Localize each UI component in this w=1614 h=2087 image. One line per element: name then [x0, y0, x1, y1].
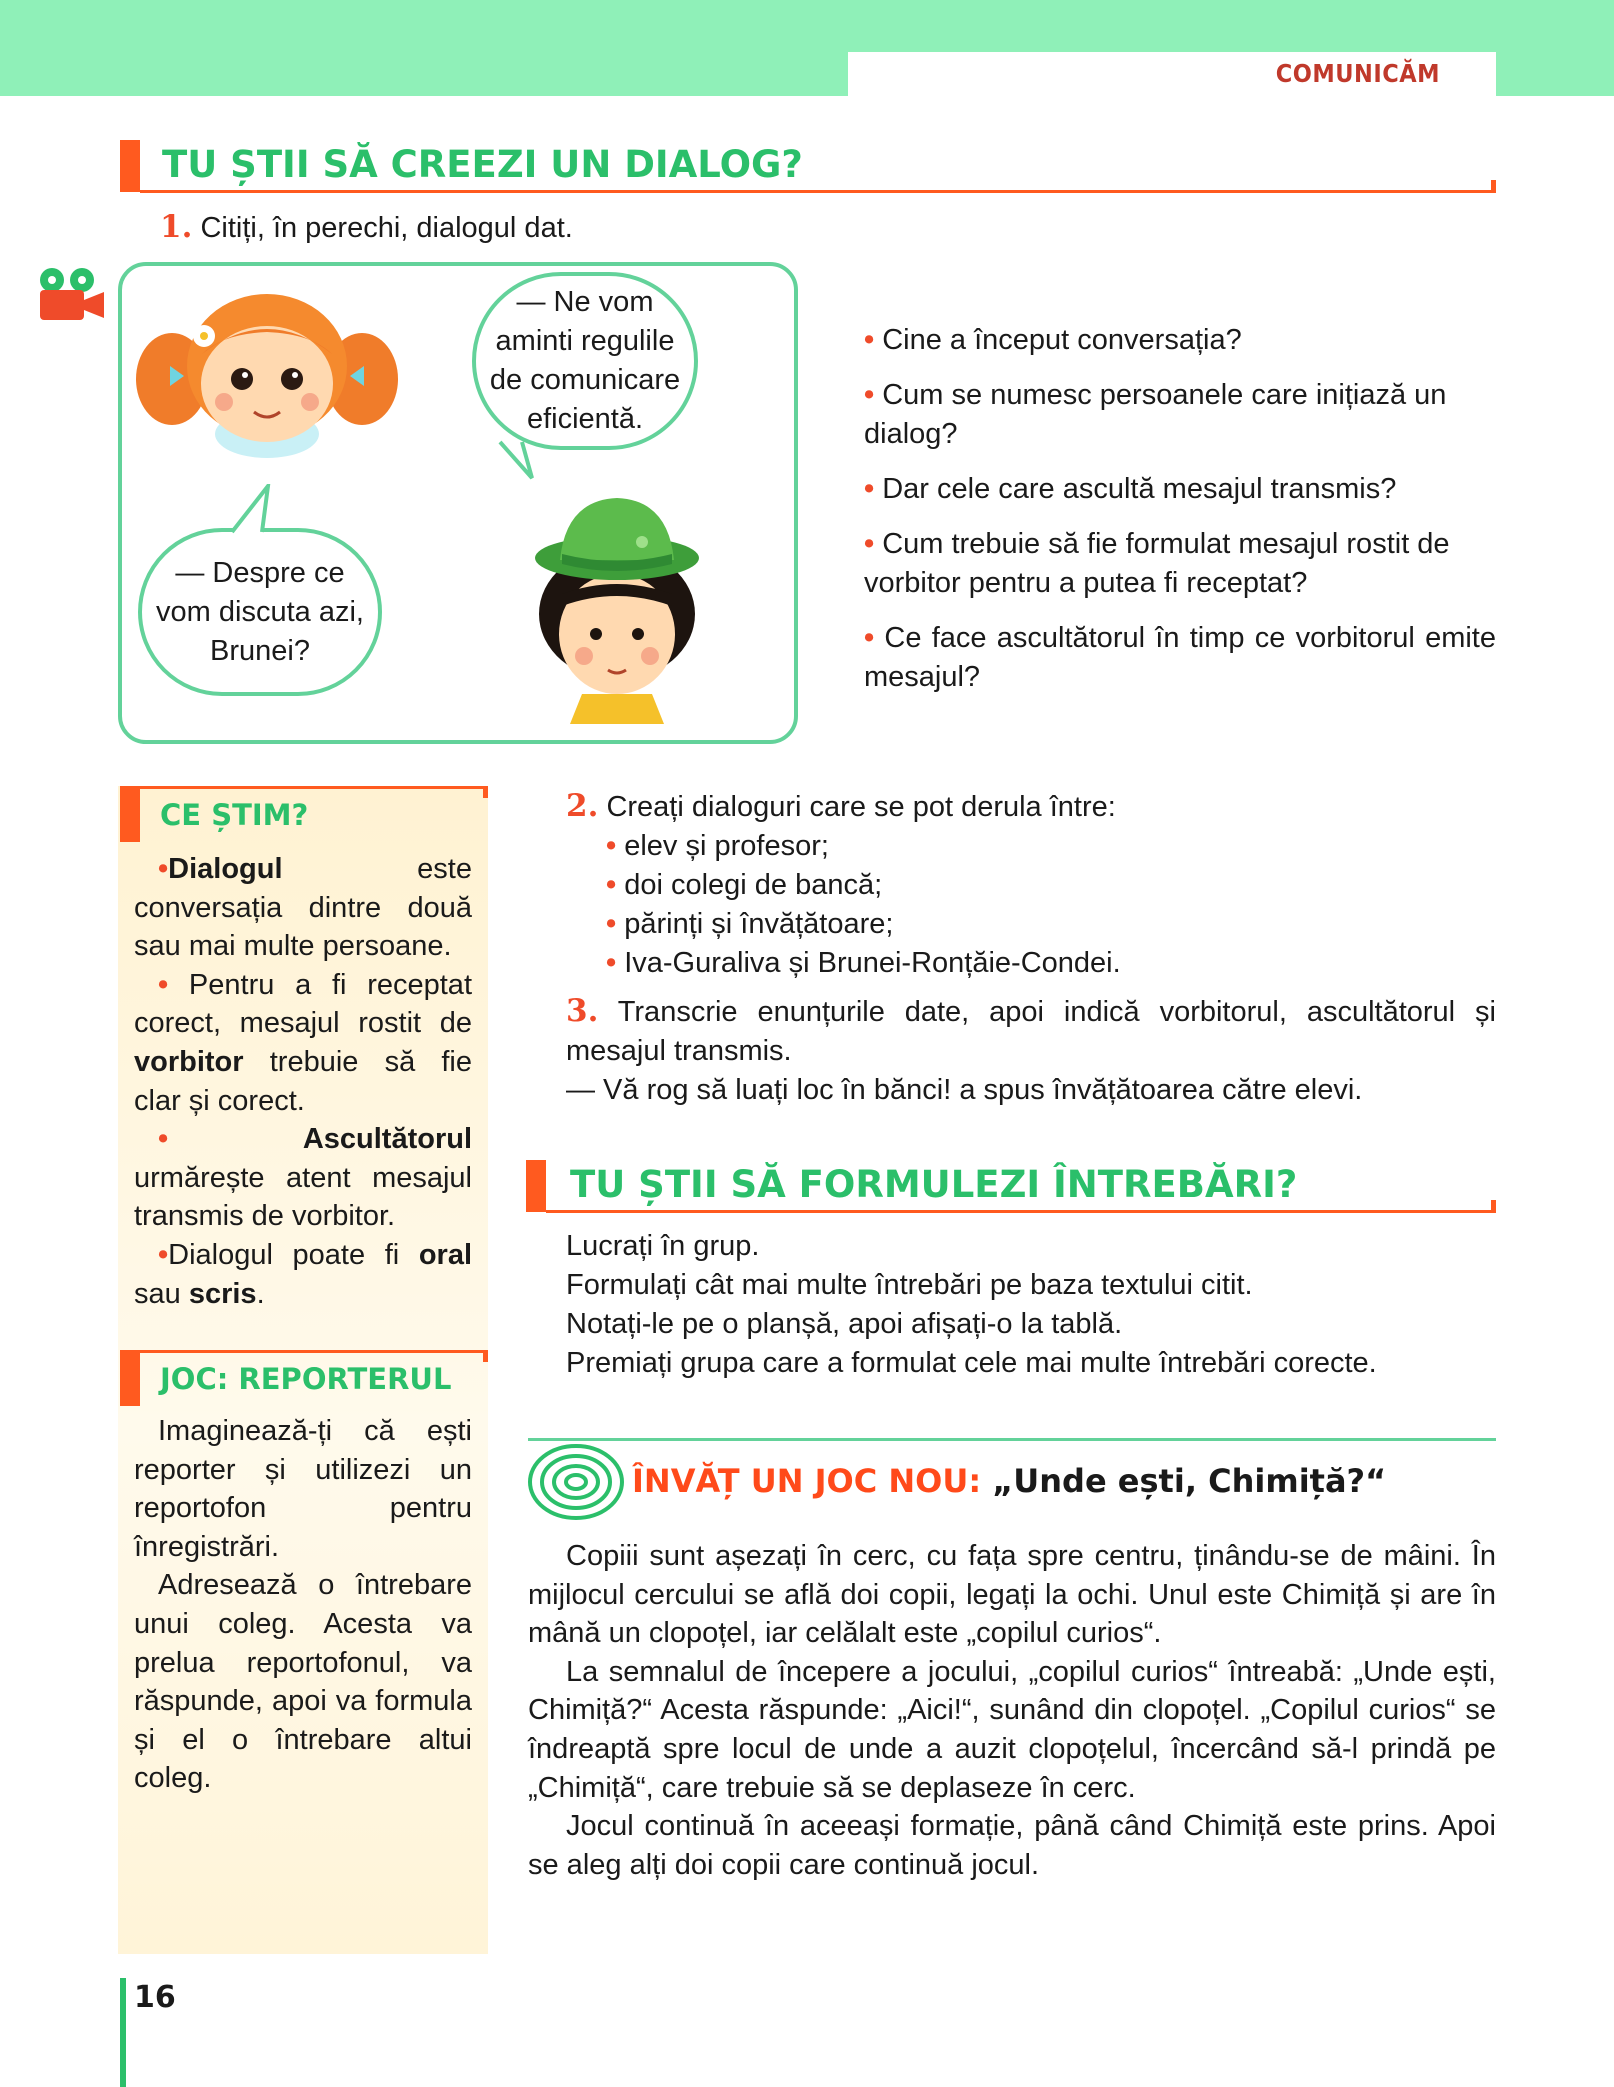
bullet-icon: • [606, 908, 617, 940]
question-item [864, 321, 1496, 360]
joc-text [134, 1412, 472, 1798]
question-item [864, 376, 1496, 454]
task-number: 1. [160, 209, 193, 245]
task-2 [566, 787, 1496, 983]
list-item-text: elev și profesor; [624, 830, 829, 862]
task-1 [160, 208, 573, 248]
bullet-icon: • [864, 379, 875, 411]
question-text: Dar cele care ascultă mesajul transmis? [882, 473, 1397, 505]
boy-illustration [532, 494, 702, 724]
cloud-tail-top [498, 440, 538, 480]
joc-title: JOC: REPORTERUL [160, 1362, 452, 1396]
task-text: Creați dialoguri care se pot derula între: [606, 791, 1116, 823]
question-item [864, 470, 1496, 509]
ce-stim-point [134, 1236, 472, 1313]
joc-paragraph: Imaginează-ți că ești reporter și utilizezi un reportofon pentru înregistrări. [134, 1415, 472, 1563]
title-underline-tick [1491, 1200, 1496, 1212]
point-text: Pentru a fi receptat corect, mesajul rostit de [134, 968, 472, 1040]
dialog-illustration [118, 262, 798, 744]
bullet-icon: • [864, 473, 875, 505]
page-number-bar [120, 1978, 126, 2087]
game-paragraph: Copiii sunt așezați în cerc, cu fața spre centru, ținându-se de mâini. În mijlocul cercului se află doi copii, legați la ochi. Unul este Chimiță și are în mână un clopoțel, iar celălalt este „copilul curios“. [528, 1540, 1496, 1650]
spiral-icon [526, 1442, 626, 1522]
section-2-lines [566, 1227, 1496, 1383]
title-underline [546, 1210, 1496, 1213]
video-camera-icon [34, 264, 106, 324]
ce-stim-point [134, 966, 472, 1120]
list-item [606, 944, 1496, 983]
task-number: 2. [566, 788, 599, 824]
instruction-line: Formulați cât mai multe întrebări pe baza textului citit. [566, 1269, 1253, 1301]
question-text: Cine a început conversația? [882, 324, 1242, 356]
question-text: Cum se numesc persoanele care inițiază un dialog? [864, 379, 1447, 450]
section-label: COMUNICĂM [848, 52, 1496, 96]
bullet-icon: • [864, 622, 875, 654]
task-text: Citiți, în perechi, dialogul dat. [200, 212, 573, 244]
instruction-line: Notați-le pe o planșă, apoi afișați-o la tablă. [566, 1308, 1123, 1340]
girl-illustration [132, 284, 402, 464]
joc-paragraph: Adresează o întrebare unui coleg. Acesta va prelua reportofonul, va răspunde, apoi va formula și el o întrebare altui coleg. [134, 1569, 472, 1795]
speech-cloud-bottom [138, 528, 382, 696]
game-paragraph: La semnalul de începere a jocului, „copilul curios“ întreabă: „Unde ești, Chimiță?“ Acesta răspunde: „Aici!“, sunând din clopoțel. „Copilul curios“ se îndreaptă spre locul de unde a auzit clopoțelul, încercând să-l prindă pe „Chimiță“, care trebuie să se deplaseze în cerc. [528, 1655, 1496, 1804]
bullet-icon: • [606, 947, 617, 979]
task-number: 3. [566, 993, 599, 1029]
point-text: urmărește atent mesajul transmis de vorbitor. [134, 1161, 472, 1233]
list-item-text: doi colegi de bancă; [624, 869, 883, 901]
joc-tick [483, 1350, 488, 1362]
cloud-line: — Ne vom [516, 286, 654, 318]
title-underline-tick [1491, 180, 1496, 192]
bullet-icon: • [606, 830, 617, 862]
bullet-icon: • [158, 968, 169, 1001]
section-title-questions: TU ȘTII SĂ FORMULEZI ÎNTREBĂRI? [570, 1163, 1298, 1206]
point-text: sau [134, 1277, 189, 1310]
speech-cloud-top [472, 272, 698, 450]
bullet-icon: • [158, 1123, 169, 1156]
point-text: este conversația dintre două sau mai multe persoane. [134, 853, 472, 963]
task-3-quote: — Vă rog să luați loc în bănci! a spus învățătoarea către elevi. [566, 1074, 1363, 1106]
instruction-line: Lucrați în grup. [566, 1230, 760, 1262]
bold-term: scris [188, 1277, 257, 1310]
game-paragraph: Jocul continuă în aceeași formație, până când Chimiță este prins. Apoi se aleg alți doi copii care continuă jocul. [528, 1810, 1496, 1881]
task-text: Transcrie enunțurile date, apoi indică vorbitorul, ascultătorul și mesajul transmis. [566, 996, 1496, 1067]
instruction-line: Premiați grupa care a formulat cele mai multe întrebări corecte. [566, 1347, 1377, 1379]
sidebar-tick [483, 786, 488, 798]
game-top-line [528, 1438, 1496, 1441]
joc-top-line [140, 1350, 488, 1353]
task-3 [566, 992, 1496, 1110]
sidebar-accent-bar [120, 786, 140, 842]
list-item-text: părinți și învățătoare; [624, 908, 894, 940]
bullet-icon: • [606, 869, 617, 901]
title-accent-bar [120, 140, 140, 192]
cloud-line: Brunei? [210, 634, 310, 667]
bullet-icon: • [158, 1238, 169, 1271]
question-text: Cum trebuie să fie formulat mesajul rostit de vorbitor pentru a putea fi receptat? [864, 528, 1450, 599]
cloud-line: vom discuta azi, [156, 595, 364, 628]
bold-term: Ascultătorul [302, 1123, 472, 1156]
title-accent-bar [526, 1160, 546, 1212]
game-title-prefix: ÎNVĂȚ UN JOC NOU: [632, 1462, 982, 1500]
question-item [864, 525, 1496, 603]
section-title-dialog: TU ȘTII SĂ CREEZI UN DIALOG? [162, 143, 803, 186]
bullet-icon: • [864, 528, 875, 560]
cloud-line: eficientă. [526, 403, 644, 435]
ce-stim-title: CE ȘTIM? [160, 798, 309, 832]
point-text: Dialogul poate fi [168, 1238, 419, 1271]
cloud-line: aminti regulile [495, 325, 675, 357]
list-item [606, 827, 1496, 866]
ce-stim-point [134, 850, 472, 966]
game-title [632, 1462, 1386, 1500]
bullet-icon: • [864, 324, 875, 356]
game-title-name: „Unde ești, Chimiță?“ [992, 1462, 1387, 1500]
point-text: trebuie să fie clar și corect. [134, 1045, 472, 1117]
bold-term: oral [418, 1238, 472, 1271]
cloud-tail-bottom [222, 484, 282, 534]
ce-stim-point [134, 1120, 472, 1236]
list-item-text: Iva-Guraliva și Brunei-Ronțăie-Condei. [624, 947, 1121, 979]
cloud-line: — Despre ce [175, 556, 345, 589]
point-text: . [256, 1277, 265, 1310]
list-item [606, 866, 1496, 905]
question-text: Ce face ascultătorul în timp ce vorbitorul emite mesajul? [864, 622, 1496, 693]
bullet-icon: • [158, 853, 169, 885]
title-underline [140, 190, 1496, 193]
questions-list [864, 321, 1496, 713]
question-item [864, 619, 1496, 697]
bold-term: vorbitor [134, 1045, 244, 1078]
bold-term: Dialogul [168, 853, 283, 885]
ce-stim-text [134, 850, 472, 1313]
list-item [606, 905, 1496, 944]
joc-accent-bar [120, 1350, 140, 1406]
cloud-line: de comunicare [489, 364, 681, 396]
page-number: 16 [134, 1980, 176, 2015]
sidebar-top-line [140, 786, 488, 789]
task-2-list [566, 827, 1496, 983]
game-text [528, 1537, 1496, 1884]
